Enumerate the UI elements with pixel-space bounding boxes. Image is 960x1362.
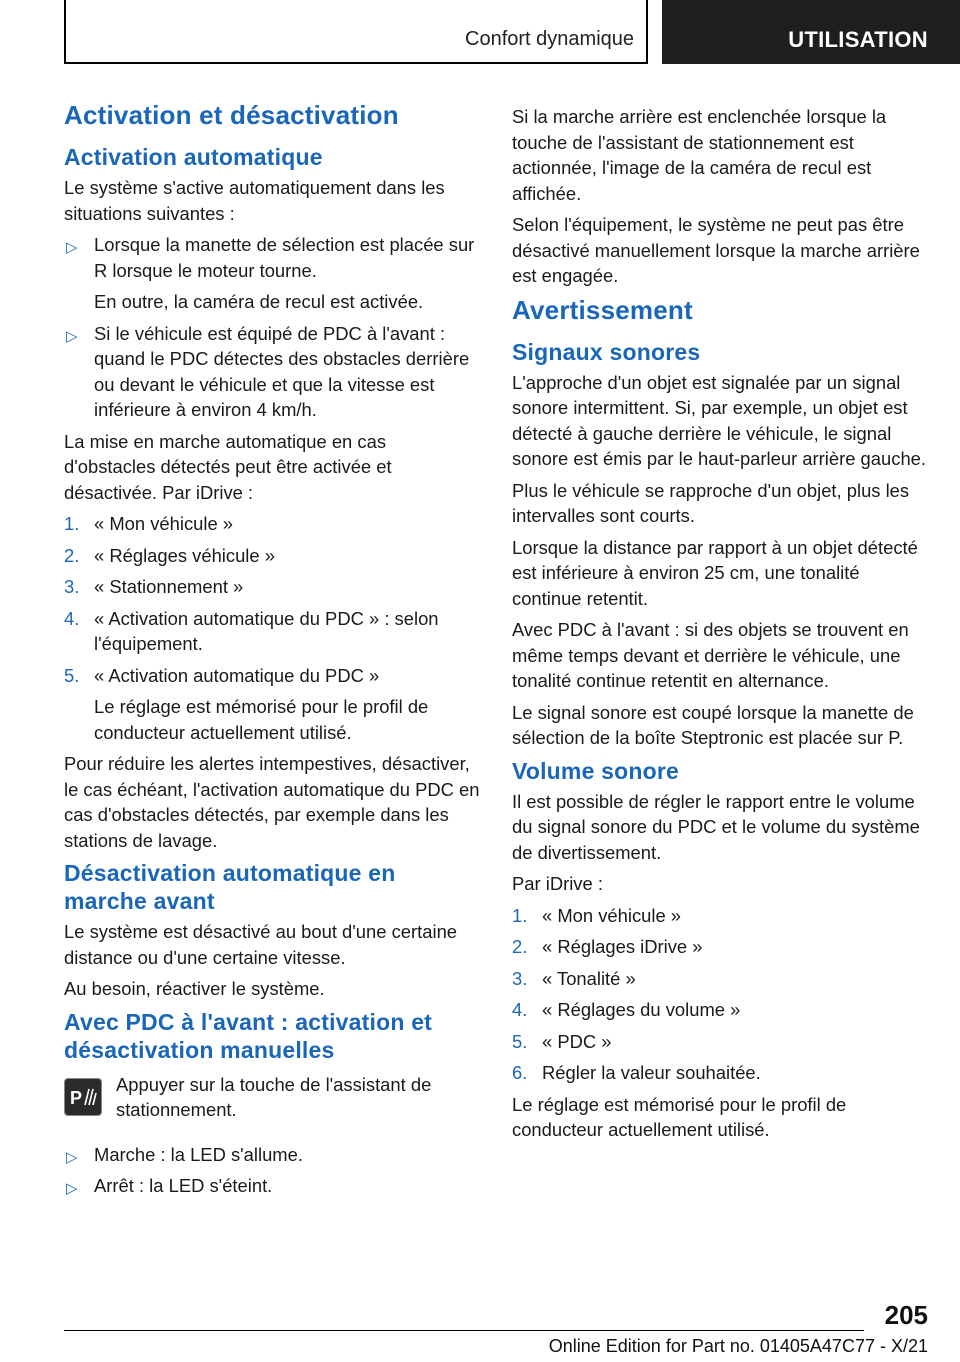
step-text: « Réglages véhicule » xyxy=(94,544,275,566)
paragraph: Le réglage est mémorisé pour le profil de conducteur actuellement utilisé. xyxy=(512,1093,847,1140)
step-text: « Activation automatique du PDC » : selon l'équipement. xyxy=(94,607,439,654)
chapter-tab xyxy=(662,0,960,64)
step-text: « Tonalité » xyxy=(542,967,636,989)
right-column xyxy=(512,104,932,1149)
step-number: 4. xyxy=(512,999,528,1020)
step-text: « PDC » xyxy=(542,1030,612,1052)
subheading-manual-activation: Avec PDC à l'avant : activation et désactivation manuelles xyxy=(64,1008,433,1063)
subheading-volume: Volume sonore xyxy=(512,757,680,784)
page-number: 205 xyxy=(884,1300,928,1330)
list-item xyxy=(64,511,482,537)
step-text: « Activation automatique du PDC » xyxy=(94,664,380,686)
list-item-note: En outre, la caméra de recul est activée. xyxy=(94,291,424,312)
list-item xyxy=(512,934,932,960)
paragraph: Au besoin, réactiver le système. xyxy=(64,978,325,999)
paragraph: L'approche d'un objet est signalée par un signal sonore intermittent. Si, par exemple, un objet est détecté à gauche derrière le véhicule, le signal sonore est émis par le haut-parleur arrière gauche. xyxy=(512,371,927,469)
step-number: 4. xyxy=(64,607,80,629)
step-text: « Réglages iDrive » xyxy=(542,936,703,957)
numbered-list xyxy=(64,511,482,745)
step-number: 5. xyxy=(512,1030,528,1052)
step-text: « Mon véhicule » xyxy=(542,904,682,926)
list-item xyxy=(64,543,482,569)
step-number: 1. xyxy=(64,513,80,534)
paragraph: Le système est désactivé au bout d'une certaine distance ou d'une certaine vitesse. xyxy=(64,921,458,968)
step-number: 1. xyxy=(512,904,528,926)
paragraph: Selon l'équipement, le système ne peut pas être désactivé manuellement lorsque la marche arrière est engagée. xyxy=(512,214,920,286)
chapter-title: UTILISATION xyxy=(788,27,928,52)
list-item-text: Lorsque la manette de sélection est placée sur R lorsque le moteur tourne. xyxy=(94,234,475,281)
edition-note: Online Edition for Part no. 01405A47C77 - X/21 xyxy=(548,1336,928,1356)
paragraph: Par iDrive : xyxy=(512,873,603,894)
paragraph: Avec PDC à l'avant : si des objets se trouvent en même temps devant et derrière le véhicule, une tonalité continue retentit en alternance. xyxy=(512,619,909,691)
paragraph: Plus le véhicule se rapproche d'un objet, plus les intervalles sont courts. xyxy=(512,479,910,526)
paragraph: Si la marche arrière est enclenchée lorsque la touche de l'assistant de stationnement est actionnée, l'image de la caméra de recul est affichée. xyxy=(512,106,887,204)
triangle-bullet-icon: ▷ xyxy=(66,239,78,256)
subheading-forward-deactivation: Désactivation automatique en marche avant xyxy=(64,860,396,914)
list-item xyxy=(512,997,932,1023)
footer-divider xyxy=(64,1330,864,1331)
list-item xyxy=(64,1142,482,1168)
svg-text:P: P xyxy=(70,1087,83,1108)
parking-assistant-button-icon xyxy=(64,1078,102,1116)
step-number: 2. xyxy=(512,936,528,957)
step-note: Le réglage est mémorisé pour le profil de conducteur actuellement utilisé. xyxy=(94,696,429,743)
triangle-bullet-icon: ▷ xyxy=(66,327,78,345)
left-column xyxy=(64,100,482,1205)
section-heading-warning: Avertissement xyxy=(512,294,693,325)
subheading-auto-activation: Activation automatique xyxy=(64,144,323,170)
triangle-bullet-icon: ▷ xyxy=(66,1180,78,1197)
subheading-sound-signals: Signaux sonores xyxy=(512,338,701,365)
paragraph: Appuyer sur la touche de l'assistant de stationnement. xyxy=(116,1073,432,1120)
list-item xyxy=(64,1173,482,1199)
triangle-bullet-icon: ▷ xyxy=(66,1148,78,1166)
list-item xyxy=(512,966,932,992)
list-item xyxy=(64,574,482,600)
paragraph: Le signal sonore est coupé lorsque la manette de sélection de la boîte Steptronic est placée sur P. xyxy=(512,701,914,748)
list-item-text: Marche : la LED s'allume. xyxy=(94,1143,303,1165)
step-text: Régler la valeur souhaitée. xyxy=(542,1062,761,1083)
list-item-text: Si le véhicule est équipé de PDC à l'avant : quand le PDC détectes des obstacles derrière ou devant le véhicule et que la vitesse est inférieure à environ 4 km/h. xyxy=(94,322,470,420)
paragraph: Il est possible de régler le rapport entre le volume du signal sonore du PDC et le volume du système de divertissement. xyxy=(512,790,920,863)
header-section-box xyxy=(64,0,648,64)
step-number: 6. xyxy=(512,1062,528,1083)
list-item xyxy=(64,663,482,746)
list-item xyxy=(64,606,482,657)
bullet-list xyxy=(64,1142,482,1199)
list-item xyxy=(64,232,482,315)
numbered-list xyxy=(512,903,932,1086)
list-item xyxy=(64,321,482,423)
list-item xyxy=(512,1060,932,1086)
step-number: 3. xyxy=(512,967,528,989)
button-instruction xyxy=(64,1072,482,1124)
section-title: Confort dynamique xyxy=(465,28,634,50)
step-text: « Mon véhicule » xyxy=(94,513,234,534)
paragraph: La mise en marche automatique en cas d'obstacles détectés peut être activée et désactivée. Par iDrive : xyxy=(64,430,392,503)
bullet-list xyxy=(64,232,482,423)
list-item-text: Arrêt : la LED s'éteint. xyxy=(94,1175,273,1196)
list-item xyxy=(512,903,932,929)
section-heading-activation: Activation et désactivation xyxy=(64,100,399,130)
step-text: « Stationnement » xyxy=(94,576,244,597)
paragraph: Pour réduire les alertes intempestives, désactiver, le cas échéant, l'activation automatique du PDC en cas d'obstacles détectés, par exemple dans les stations de lavage. xyxy=(64,753,480,851)
step-number: 5. xyxy=(64,664,80,686)
paragraph: Lorsque la distance par rapport à un objet détecté est inférieure à environ 25 cm, une tonalité continue retentit. xyxy=(512,536,918,609)
paragraph: Le système s'active automatiquement dans les situations suivantes : xyxy=(64,177,445,224)
list-item xyxy=(512,1029,932,1055)
step-number: 3. xyxy=(64,576,80,597)
step-text: « Réglages du volume » xyxy=(542,999,741,1020)
step-number: 2. xyxy=(64,544,80,566)
